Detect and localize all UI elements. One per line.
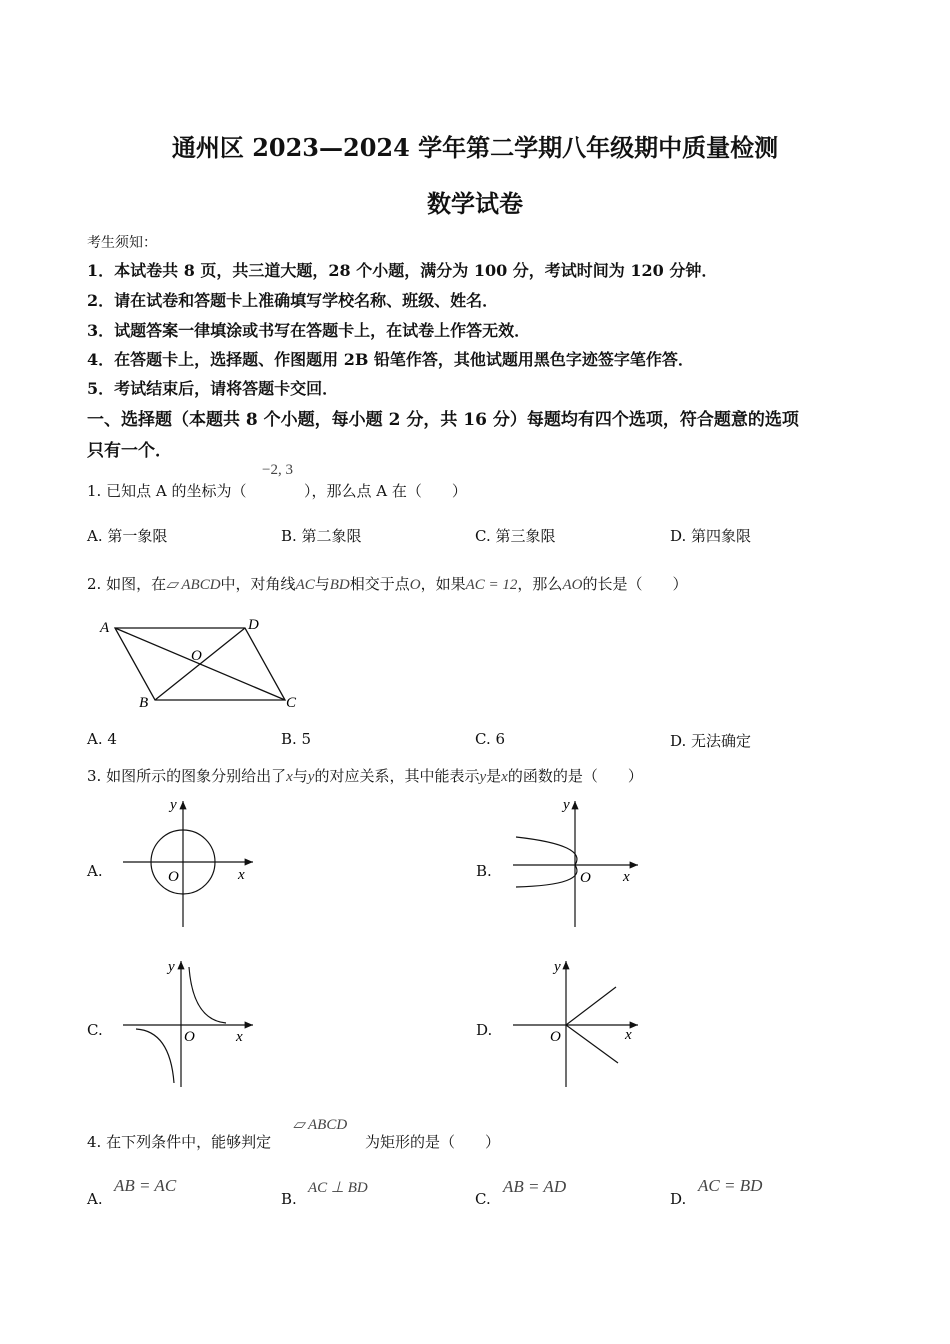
notice-heading: 考生须知： <box>87 235 157 251</box>
q3-option-b-label: B. <box>476 862 492 880</box>
q3-x: x <box>501 769 508 785</box>
q3-x: x <box>286 769 293 785</box>
origin-label: O <box>580 870 591 886</box>
q3-option-c-label: C. <box>87 1021 103 1039</box>
axis-x-label: x <box>238 867 245 883</box>
question-4-suffix: 为矩形的是（ ） <box>365 1133 501 1151</box>
q2-o: O <box>409 577 421 593</box>
axis-x-label: x <box>623 869 630 885</box>
q2-ao: AO <box>562 577 583 593</box>
q4-option-d-expr: AC = BD <box>698 1176 763 1195</box>
graph-b-parabola <box>508 795 648 935</box>
exam-subtitle: 数学试卷 <box>427 189 523 218</box>
graph-d-rays <box>508 955 648 1095</box>
question-1-prefix: 1. 已知点 A 的坐标为（ <box>87 482 247 500</box>
graph-a-circle <box>118 795 258 935</box>
vertex-label-b: B <box>139 695 149 711</box>
notice-item: 5．考试结束后，请将答题卡交回． <box>87 379 339 398</box>
q4-option-a-letter: A. <box>87 1190 103 1208</box>
q1-option-a: A. 第一象限 <box>87 527 168 545</box>
q4-parallelogram: ▱ ABCD <box>293 1117 348 1133</box>
section-heading: 一、选择题（本题共 8 个小题，每小题 2 分，共 16 分）每题均有四个选项，符合题意的选项 <box>87 410 799 430</box>
q1-option-b: B. 第二象限 <box>281 527 362 545</box>
q2-ac: AC <box>295 577 315 593</box>
question-2-stem <box>87 573 687 594</box>
graph-c-hyperbola <box>118 955 258 1095</box>
center-label-o: O <box>191 648 202 664</box>
notice-item: 2．请在试卷和答题卡上准确填写学校名称、班级、姓名． <box>87 291 499 310</box>
q3-text: 与 <box>292 767 308 785</box>
q3-y: y <box>479 769 487 785</box>
q2-text: 与 <box>314 575 330 593</box>
q4-option-a-expr: AB = AC <box>114 1176 177 1195</box>
question-3-stem <box>87 765 643 786</box>
axis-x-label: x <box>625 1027 632 1043</box>
q3-option-a-label: A. <box>87 862 103 880</box>
q1-option-d: D. 第四象限 <box>670 527 752 545</box>
origin-label: O <box>184 1029 195 1045</box>
q3-text: 的函数的是（ ） <box>507 767 643 785</box>
q3-option-d-label: D. <box>476 1021 493 1039</box>
axis-y-label: y <box>563 797 570 813</box>
axis-y-label: y <box>170 797 177 813</box>
q2-option-a: A. 4 <box>87 730 117 748</box>
origin-label: O <box>168 869 179 885</box>
q2-text: 的长是（ ） <box>582 575 688 593</box>
origin-label: O <box>550 1029 561 1045</box>
notice-item: 4．在答题卡上，选择题、作图题用 2B 铅笔作答，其他试题用黑色字迹签字笔作答． <box>87 350 694 369</box>
question-1-coordinate: −2, 3 <box>262 462 293 478</box>
vertex-label-a: A <box>100 620 110 636</box>
q2-parallelogram: ▱ ABCD <box>166 577 221 593</box>
q2-option-d: D. 无法确定 <box>670 732 752 750</box>
exam-title: 通州区 2023—2024 学年第二学期八年级期中质量检测 <box>171 133 779 162</box>
q4-option-b-letter: B. <box>281 1190 297 1208</box>
section-heading-cont: 只有一个． <box>87 441 172 461</box>
q4-option-b-expr: AC ⊥ BD <box>308 1180 368 1196</box>
q2-option-b: B. 5 <box>281 730 312 748</box>
q2-text: ，如果 <box>420 575 466 593</box>
question-1-suffix: ），那么点 A 在（ ） <box>304 482 467 500</box>
vertex-label-c: C <box>286 695 297 711</box>
q2-text: 相交于点 <box>349 575 410 593</box>
parallelogram-figure <box>95 612 310 712</box>
q3-text: 是 <box>486 767 502 785</box>
q2-text: ，那么 <box>517 575 563 593</box>
q1-option-c: C. 第三象限 <box>475 527 556 545</box>
axis-y-label: y <box>168 959 175 975</box>
q2-condition: AC = 12 <box>465 577 518 593</box>
q3-text: 3. 如图所示的图象分别给出了 <box>87 767 287 785</box>
axis-x-label: x <box>236 1029 243 1045</box>
axis-y-label: y <box>554 959 561 975</box>
q2-bd: BD <box>329 577 350 593</box>
q3-text: 的对应关系，其中能表示 <box>314 767 480 785</box>
notice-item: 3．试题答案一律填涂或书写在答题卡上，在试卷上作答无效． <box>87 321 531 340</box>
vertex-label-d: D <box>248 617 259 633</box>
question-4-prefix: 4. 在下列条件中，能够判定 <box>87 1133 272 1151</box>
q2-option-c: C. 6 <box>475 730 506 748</box>
q4-option-c-letter: C. <box>475 1190 491 1208</box>
q2-text: 中，对角线 <box>220 575 296 593</box>
q2-text: 2. 如图，在 <box>87 575 167 593</box>
q4-option-c-expr: AB = AD <box>503 1177 567 1196</box>
q4-option-d-letter: D. <box>670 1190 687 1208</box>
q3-y: y <box>307 769 315 785</box>
notice-item: 1．本试卷共 8 页，共三道大题，28 个小题，满分为 100 分，考试时间为 120 分钟． <box>87 261 718 280</box>
